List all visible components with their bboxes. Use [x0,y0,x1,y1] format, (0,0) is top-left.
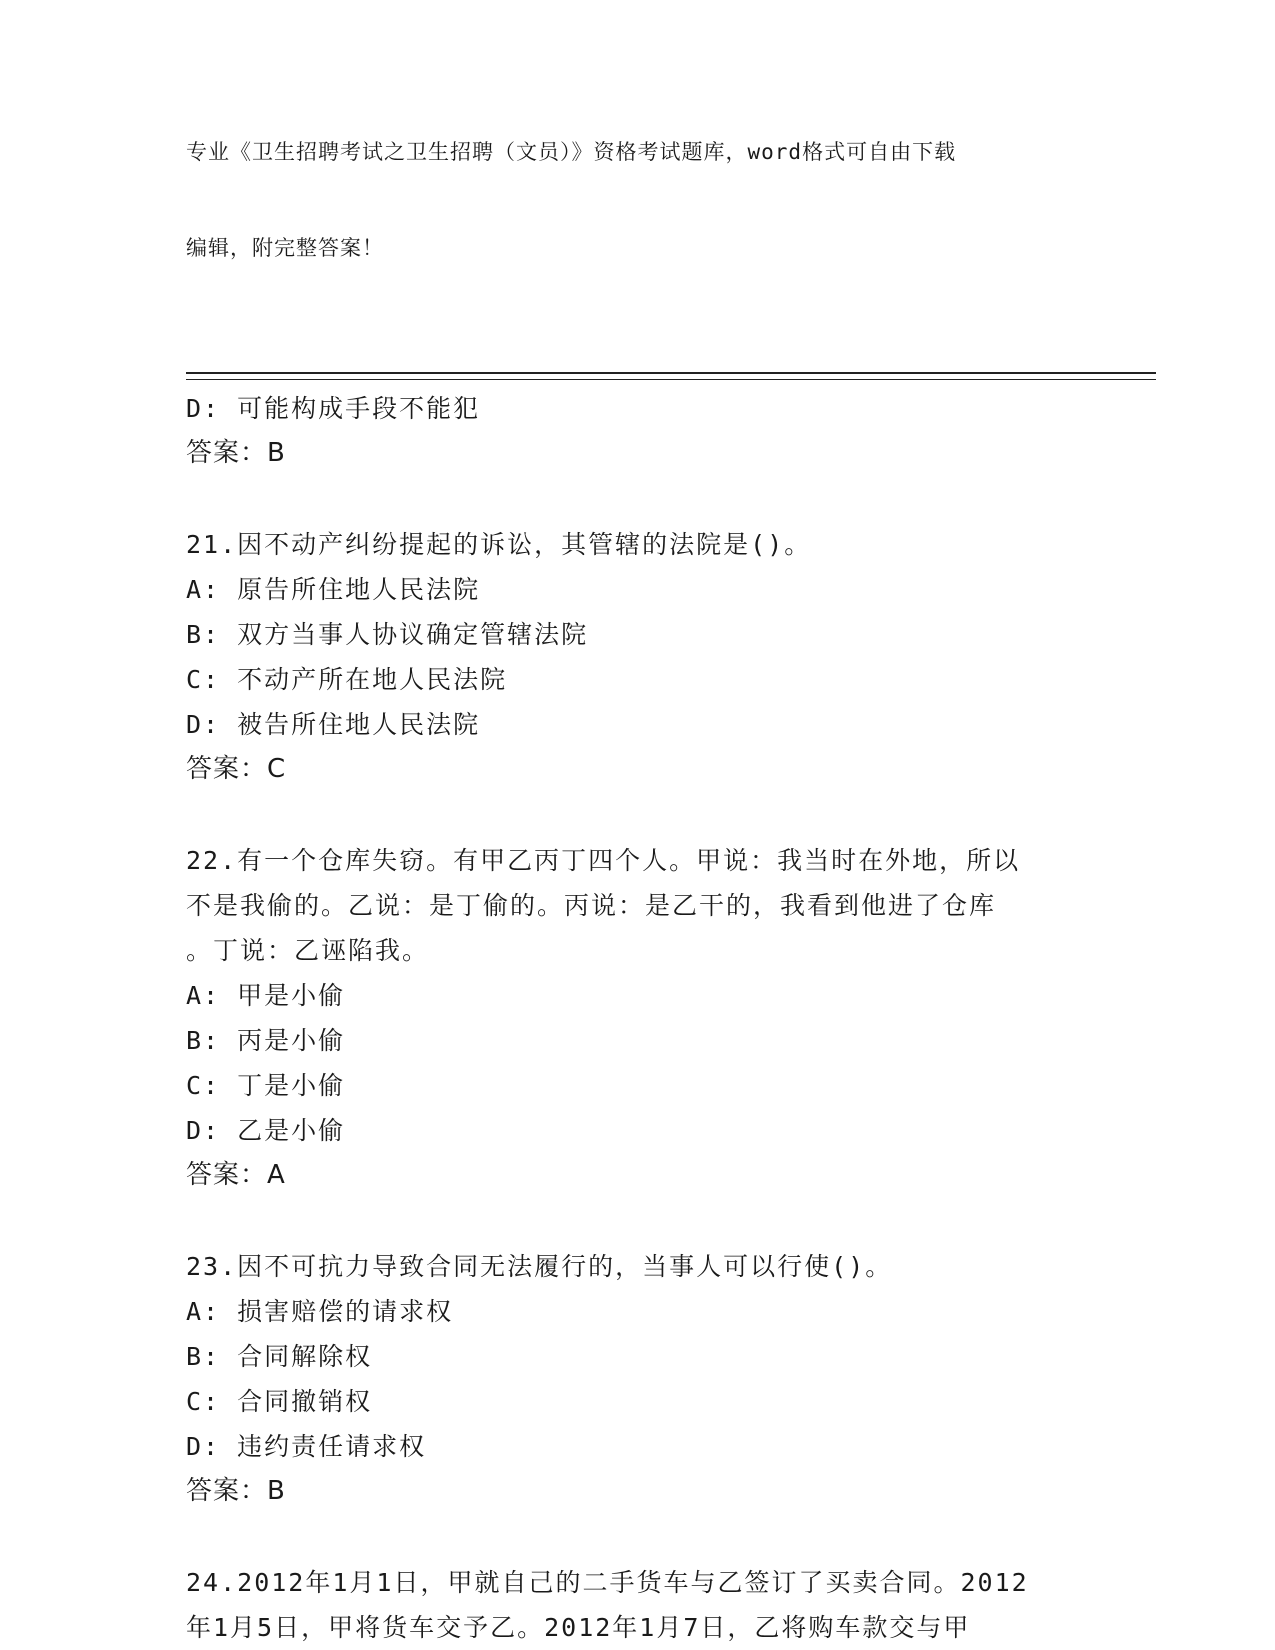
question-24 [186,1560,1156,1650]
option-a: A: 损害赔偿的请求权 [186,1297,454,1326]
answer-line: 答案：C [186,754,287,784]
option-a: A: 甲是小偷 [186,981,346,1010]
question-stem [186,522,1156,567]
option-d: D: 被告所住地人民法院 [186,710,481,739]
stem-line: 。丁说：乙诬陷我。 [186,936,430,965]
question-stem [186,838,1156,973]
stem-line: 年1月5日，甲将货车交予乙。2012年1月7日，乙将购车款交与甲 [186,1613,971,1642]
option-c: C: 合同撤销权 [186,1387,373,1416]
option-a: A: 原告所住地人民法院 [186,575,481,604]
question-22 [186,838,1156,1198]
option-b: B: 双方当事人协议确定管辖法院 [186,620,589,649]
question-21 [186,522,1156,792]
option-c: C: 丁是小偷 [186,1071,346,1100]
header-line-2: 编辑，附完整答案！ [186,236,384,260]
question-stem [186,1244,1156,1289]
document-page [186,72,1156,1650]
stem-line: 不是我偷的。乙说：是丁偷的。丙说：是乙干的，我看到他进了仓库 [186,891,997,920]
header-divider [186,372,1156,380]
option-d: D: 乙是小偷 [186,1116,346,1145]
answer-line: 答案：B [186,1476,286,1506]
option-d: D: 可能构成手段不能犯 [186,394,481,423]
previous-question-tail [186,386,1156,476]
option-b: B: 丙是小偷 [186,1026,346,1055]
stem-line: 21.因不动产纠纷提起的诉讼，其管辖的法院是()。 [186,530,812,559]
stem-line: 23.因不可抗力导致合同无法履行的，当事人可以行使()。 [186,1252,893,1281]
document-header [186,72,1156,328]
answer-line: 答案：B [186,438,286,468]
question-23 [186,1244,1156,1514]
option-c: C: 不动产所在地人民法院 [186,665,508,694]
question-stem [186,1560,1156,1650]
stem-line: 24.2012年1月1日，甲就自己的二手货车与乙签订了买卖合同。2012 [186,1568,1029,1597]
answer-line: 答案：A [186,1160,286,1190]
option-b: B: 合同解除权 [186,1342,373,1371]
header-line-1: 专业《卫生招聘考试之卫生招聘（文员）》资格考试题库，word格式可自由下载 [186,140,957,164]
option-d: D: 违约责任请求权 [186,1432,427,1461]
stem-line: 22.有一个仓库失窃。有甲乙丙丁四个人。甲说：我当时在外地，所以 [186,846,1021,875]
